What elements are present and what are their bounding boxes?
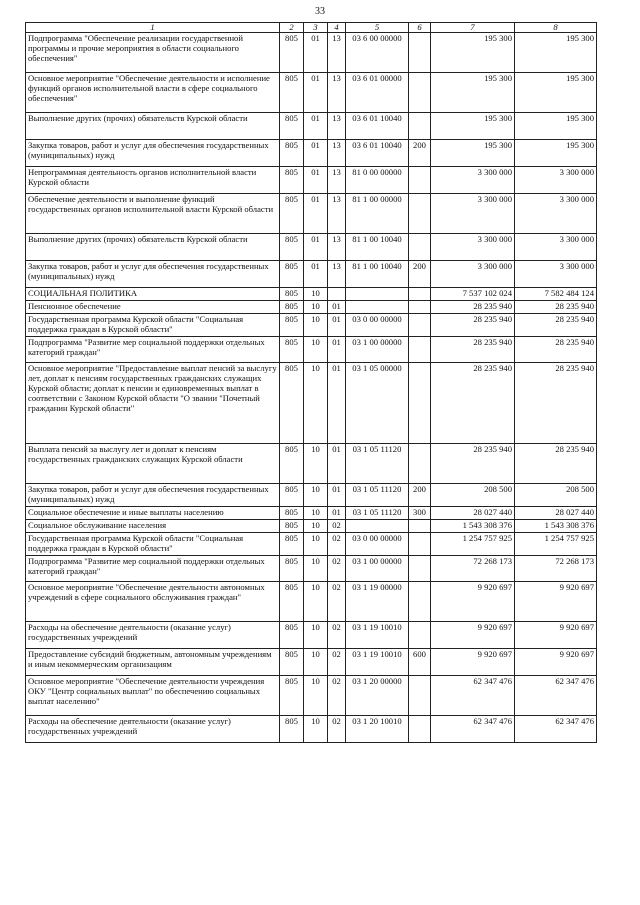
table-row	[26, 555, 597, 581]
cell-amount-year-2: 3 300 000	[515, 261, 597, 288]
table-row	[26, 73, 597, 113]
table-row	[26, 140, 597, 167]
cell-subsection: 02	[328, 715, 346, 742]
cell-name: Закупка товаров, работ и услуг для обеспечения государственных (муниципальных) нужд	[26, 140, 280, 167]
cell-section: 10	[304, 336, 328, 362]
cell-amount-year-1: 72 268 173	[431, 555, 515, 581]
cell-amount-year-1: 208 500	[431, 483, 515, 506]
cell-amount-year-2: 72 268 173	[515, 555, 597, 581]
cell-amount-year-1: 1 543 308 376	[431, 519, 515, 532]
cell-target-article: 03 1 19 10010	[346, 648, 409, 675]
cell-amount-year-1: 195 300	[431, 113, 515, 140]
cell-grbs: 805	[280, 113, 304, 140]
cell-target-article	[346, 519, 409, 532]
table-row	[26, 113, 597, 140]
cell-expense-type	[409, 234, 431, 261]
cell-expense-type	[409, 621, 431, 648]
cell-expense-type	[409, 336, 431, 362]
cell-grbs: 805	[280, 362, 304, 443]
cell-amount-year-2: 195 300	[515, 113, 597, 140]
cell-subsection: 02	[328, 648, 346, 675]
cell-amount-year-2: 1 254 757 925	[515, 532, 597, 555]
cell-expense-type	[409, 675, 431, 715]
cell-expense-type	[409, 288, 431, 301]
cell-grbs: 805	[280, 261, 304, 288]
table-row	[26, 167, 597, 194]
cell-name: Выполнение других (прочих) обязательств Курской области	[26, 113, 280, 140]
cell-target-article: 03 6 01 10040	[346, 113, 409, 140]
column-header-6: 6	[409, 23, 431, 33]
cell-grbs: 805	[280, 300, 304, 313]
cell-amount-year-1: 3 300 000	[431, 234, 515, 261]
budget-table	[25, 22, 597, 743]
cell-amount-year-1: 9 920 697	[431, 648, 515, 675]
cell-grbs: 805	[280, 33, 304, 73]
cell-grbs: 805	[280, 715, 304, 742]
cell-subsection: 01	[328, 443, 346, 483]
cell-section: 10	[304, 313, 328, 336]
cell-name: Подпрограмма "Обеспечение реализации государственной программы и прочие мероприятия в области социального обеспечения"	[26, 33, 280, 73]
cell-target-article	[346, 288, 409, 301]
cell-amount-year-1: 28 235 940	[431, 313, 515, 336]
cell-name: Основное мероприятие "Обеспечение деятельности автономных учреждений в сфере социального обслуживания граждан"	[26, 581, 280, 621]
cell-section: 01	[304, 261, 328, 288]
cell-subsection: 13	[328, 140, 346, 167]
table-row	[26, 336, 597, 362]
cell-expense-type	[409, 33, 431, 73]
cell-name: Непрограммная деятельность органов исполнительной власти Курской области	[26, 167, 280, 194]
cell-amount-year-2: 1 543 308 376	[515, 519, 597, 532]
cell-subsection: 02	[328, 532, 346, 555]
cell-name: Пенсионное обеспечение	[26, 300, 280, 313]
cell-grbs: 805	[280, 555, 304, 581]
cell-amount-year-2: 9 920 697	[515, 581, 597, 621]
cell-section: 10	[304, 555, 328, 581]
cell-name: Закупка товаров, работ и услуг для обеспечения государственных (муниципальных) нужд	[26, 483, 280, 506]
cell-section: 10	[304, 519, 328, 532]
table-row	[26, 483, 597, 506]
cell-name: Закупка товаров, работ и услуг для обеспечения государственных (муниципальных) нужд	[26, 261, 280, 288]
cell-grbs: 805	[280, 336, 304, 362]
table-row	[26, 532, 597, 555]
cell-expense-type: 200	[409, 140, 431, 167]
cell-section: 10	[304, 581, 328, 621]
cell-target-article: 03 0 00 00000	[346, 532, 409, 555]
table-row	[26, 581, 597, 621]
cell-target-article: 03 6 01 10040	[346, 140, 409, 167]
cell-subsection: 01	[328, 506, 346, 519]
cell-expense-type	[409, 300, 431, 313]
cell-name: Подпрограмма "Развитие мер социальной поддержки отдельных категорий граждан"	[26, 336, 280, 362]
cell-section: 10	[304, 288, 328, 301]
cell-section: 01	[304, 113, 328, 140]
cell-section: 01	[304, 234, 328, 261]
cell-target-article: 03 1 00 00000	[346, 336, 409, 362]
cell-amount-year-2: 195 300	[515, 140, 597, 167]
cell-grbs: 805	[280, 443, 304, 483]
cell-amount-year-2: 3 300 000	[515, 167, 597, 194]
cell-amount-year-1: 28 235 940	[431, 300, 515, 313]
cell-amount-year-2: 195 300	[515, 33, 597, 73]
cell-grbs: 805	[280, 167, 304, 194]
cell-amount-year-1: 28 235 940	[431, 336, 515, 362]
table-row	[26, 506, 597, 519]
cell-grbs: 805	[280, 506, 304, 519]
table-row	[26, 288, 597, 301]
cell-subsection	[328, 288, 346, 301]
table-row	[26, 194, 597, 234]
cell-expense-type: 600	[409, 648, 431, 675]
cell-amount-year-1: 7 537 102 024	[431, 288, 515, 301]
cell-grbs: 805	[280, 194, 304, 234]
cell-expense-type	[409, 555, 431, 581]
page-number: 33	[315, 6, 325, 17]
cell-amount-year-1: 3 300 000	[431, 167, 515, 194]
cell-amount-year-1: 62 347 476	[431, 715, 515, 742]
cell-target-article: 03 1 19 10010	[346, 621, 409, 648]
table-row	[26, 300, 597, 313]
column-header-7: 7	[431, 23, 515, 33]
cell-expense-type	[409, 73, 431, 113]
cell-grbs: 805	[280, 483, 304, 506]
cell-target-article: 03 1 19 00000	[346, 581, 409, 621]
cell-target-article: 03 1 05 00000	[346, 362, 409, 443]
cell-target-article: 81 1 00 10040	[346, 261, 409, 288]
cell-amount-year-1: 28 027 440	[431, 506, 515, 519]
cell-target-article: 03 1 05 11120	[346, 443, 409, 483]
cell-amount-year-2: 28 235 940	[515, 362, 597, 443]
cell-expense-type	[409, 194, 431, 234]
cell-grbs: 805	[280, 73, 304, 113]
cell-subsection: 13	[328, 234, 346, 261]
cell-subsection: 02	[328, 675, 346, 715]
cell-name: Основное мероприятие "Обеспечение деятельности учреждения ОКУ "Центр социальных выплат" по обеспечению социальных выплат населению"	[26, 675, 280, 715]
cell-section: 01	[304, 73, 328, 113]
cell-target-article: 03 1 00 00000	[346, 555, 409, 581]
cell-subsection: 13	[328, 167, 346, 194]
cell-amount-year-2: 9 920 697	[515, 621, 597, 648]
cell-expense-type: 200	[409, 261, 431, 288]
cell-target-article: 03 6 00 00000	[346, 33, 409, 73]
cell-expense-type	[409, 167, 431, 194]
cell-target-article: 81 1 00 10040	[346, 234, 409, 261]
cell-amount-year-2: 28 235 940	[515, 313, 597, 336]
cell-section: 10	[304, 675, 328, 715]
column-header-3: 3	[304, 23, 328, 33]
cell-target-article: 03 6 01 00000	[346, 73, 409, 113]
cell-subsection: 13	[328, 73, 346, 113]
cell-amount-year-2: 9 920 697	[515, 648, 597, 675]
cell-expense-type	[409, 581, 431, 621]
cell-name: Расходы на обеспечение деятельности (оказание услуг) государственных учреждений	[26, 621, 280, 648]
cell-amount-year-1: 3 300 000	[431, 261, 515, 288]
cell-name: Основное мероприятие "Предоставление выплат пенсий за выслугу лет, доплат к пенсиям государственных гражданских служащих Курской области; доплат к пенсии и единовременных выплат в соответствии с Законом Курской области "О звании "Почетный гражданин Курской области"	[26, 362, 280, 443]
cell-name: Выплата пенсий за выслугу лет и доплат к пенсиям государственных гражданских служащих Курской области	[26, 443, 280, 483]
cell-subsection: 13	[328, 194, 346, 234]
table-row	[26, 234, 597, 261]
cell-section: 01	[304, 33, 328, 73]
cell-amount-year-2: 195 300	[515, 73, 597, 113]
cell-subsection: 13	[328, 33, 346, 73]
cell-grbs: 805	[280, 313, 304, 336]
cell-amount-year-2: 28 235 940	[515, 443, 597, 483]
cell-subsection: 01	[328, 362, 346, 443]
column-header-8: 8	[515, 23, 597, 33]
cell-target-article: 81 0 00 00000	[346, 167, 409, 194]
cell-name: Социальное обслуживание населения	[26, 519, 280, 532]
cell-name: Государственная программа Курской области "Социальная поддержка граждан в Курской области"	[26, 532, 280, 555]
cell-name: Расходы на обеспечение деятельности (оказание услуг) государственных учреждений	[26, 715, 280, 742]
cell-name: Государственная программа Курской области "Социальная поддержка граждан в Курской области"	[26, 313, 280, 336]
cell-grbs: 805	[280, 140, 304, 167]
cell-grbs: 805	[280, 648, 304, 675]
cell-amount-year-1: 28 235 940	[431, 443, 515, 483]
cell-amount-year-2: 28 235 940	[515, 336, 597, 362]
cell-amount-year-2: 3 300 000	[515, 194, 597, 234]
cell-amount-year-2: 7 582 484 124	[515, 288, 597, 301]
cell-expense-type: 200	[409, 483, 431, 506]
cell-amount-year-1: 1 254 757 925	[431, 532, 515, 555]
cell-grbs: 805	[280, 581, 304, 621]
table-row	[26, 519, 597, 532]
cell-amount-year-1: 62 347 476	[431, 675, 515, 715]
cell-name: СОЦИАЛЬНАЯ ПОЛИТИКА	[26, 288, 280, 301]
cell-section: 10	[304, 506, 328, 519]
cell-section: 10	[304, 715, 328, 742]
cell-grbs: 805	[280, 675, 304, 715]
cell-target-article: 03 0 00 00000	[346, 313, 409, 336]
cell-name: Социальное обеспечение и иные выплаты населению	[26, 506, 280, 519]
cell-grbs: 805	[280, 288, 304, 301]
cell-amount-year-1: 9 920 697	[431, 581, 515, 621]
cell-subsection: 01	[328, 483, 346, 506]
table-row	[26, 648, 597, 675]
cell-amount-year-1: 195 300	[431, 140, 515, 167]
cell-section: 10	[304, 300, 328, 313]
cell-section: 10	[304, 443, 328, 483]
table-body	[26, 33, 597, 743]
cell-name: Основное мероприятие "Обеспечение деятельности и исполнение функций органов исполнительной власти в сфере социального обеспечения"	[26, 73, 280, 113]
cell-amount-year-2: 62 347 476	[515, 715, 597, 742]
cell-section: 01	[304, 167, 328, 194]
cell-name: Выполнение других (прочих) обязательств Курской области	[26, 234, 280, 261]
cell-expense-type	[409, 113, 431, 140]
cell-subsection: 02	[328, 581, 346, 621]
column-header-4: 4	[328, 23, 346, 33]
cell-section: 01	[304, 140, 328, 167]
cell-target-article: 03 1 20 10010	[346, 715, 409, 742]
cell-subsection: 13	[328, 261, 346, 288]
cell-name: Обеспечение деятельности и выполнение функций государственных органов исполнительной власти Курской области	[26, 194, 280, 234]
cell-amount-year-2: 28 235 940	[515, 300, 597, 313]
cell-expense-type	[409, 532, 431, 555]
column-header-5: 5	[346, 23, 409, 33]
cell-amount-year-2: 208 500	[515, 483, 597, 506]
cell-section: 10	[304, 648, 328, 675]
cell-expense-type	[409, 519, 431, 532]
cell-subsection: 01	[328, 336, 346, 362]
cell-target-article: 03 1 05 11120	[346, 506, 409, 519]
table-row	[26, 621, 597, 648]
cell-section: 10	[304, 483, 328, 506]
cell-name: Подпрограмма "Развитие мер социальной поддержки отдельных категорий граждан"	[26, 555, 280, 581]
table-row	[26, 261, 597, 288]
cell-expense-type	[409, 362, 431, 443]
cell-expense-type	[409, 313, 431, 336]
cell-section: 10	[304, 621, 328, 648]
cell-grbs: 805	[280, 519, 304, 532]
cell-subsection: 13	[328, 113, 346, 140]
cell-target-article: 81 1 00 00000	[346, 194, 409, 234]
cell-amount-year-1: 28 235 940	[431, 362, 515, 443]
table-row	[26, 313, 597, 336]
cell-expense-type	[409, 715, 431, 742]
column-header-row	[26, 23, 597, 33]
table-row	[26, 715, 597, 742]
cell-target-article: 03 1 20 00000	[346, 675, 409, 715]
cell-amount-year-1: 9 920 697	[431, 621, 515, 648]
cell-amount-year-1: 195 300	[431, 33, 515, 73]
cell-grbs: 805	[280, 621, 304, 648]
column-header-1: 1	[26, 23, 280, 33]
cell-section: 10	[304, 532, 328, 555]
cell-subsection: 01	[328, 300, 346, 313]
cell-name: Предоставление субсидий бюджетным, автономным учреждениям и иным некоммерческим организациям	[26, 648, 280, 675]
table-row	[26, 675, 597, 715]
table-row	[26, 33, 597, 73]
cell-expense-type	[409, 443, 431, 483]
cell-expense-type: 300	[409, 506, 431, 519]
cell-amount-year-1: 3 300 000	[431, 194, 515, 234]
cell-amount-year-2: 3 300 000	[515, 234, 597, 261]
cell-amount-year-2: 62 347 476	[515, 675, 597, 715]
cell-target-article	[346, 300, 409, 313]
table-row	[26, 362, 597, 443]
cell-subsection: 02	[328, 519, 346, 532]
cell-subsection: 01	[328, 313, 346, 336]
cell-subsection: 02	[328, 621, 346, 648]
cell-grbs: 805	[280, 234, 304, 261]
cell-section: 10	[304, 362, 328, 443]
cell-section: 01	[304, 194, 328, 234]
cell-subsection: 02	[328, 555, 346, 581]
cell-amount-year-2: 28 027 440	[515, 506, 597, 519]
column-header-2: 2	[280, 23, 304, 33]
cell-target-article: 03 1 05 11120	[346, 483, 409, 506]
cell-grbs: 805	[280, 532, 304, 555]
cell-amount-year-1: 195 300	[431, 73, 515, 113]
table-row	[26, 443, 597, 483]
